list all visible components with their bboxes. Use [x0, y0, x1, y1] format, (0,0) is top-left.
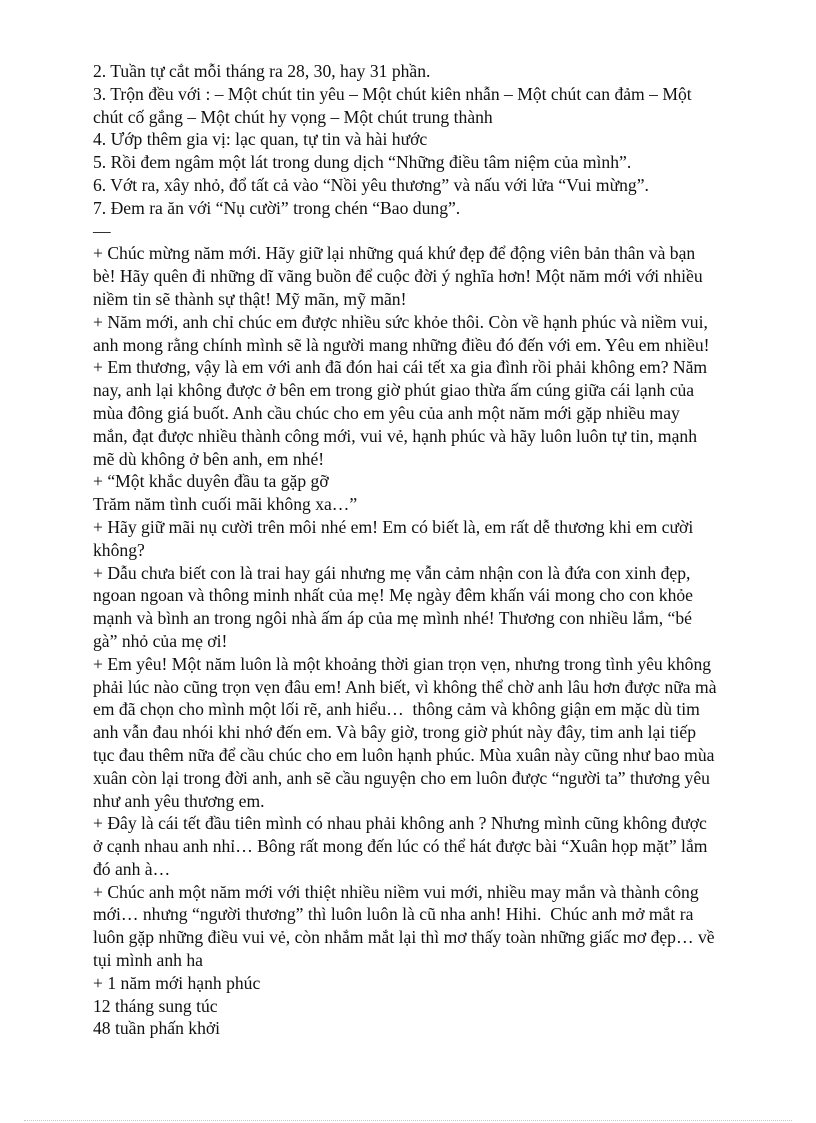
text-line: 7. Đem ra ăn với “Nụ cười” trong chén “Bao dung”. — [93, 197, 461, 218]
text-line: + Chúc anh một năm mới với thiệt nhiều niềm vui mới, nhiều may mắn và thành công — [93, 881, 699, 902]
text-line: nay, anh lại không được ở bên em trong giờ phút giao thừa ấm cúng giữa cái lạnh của — [93, 380, 695, 401]
text-line: gà” nhỏ của mẹ ơi! — [93, 630, 228, 651]
text-line: + Năm mới, anh chỉ chúc em được nhiều sức khỏe thôi. Còn về hạnh phúc và niềm vui, — [93, 311, 708, 332]
text-line: luôn gặp những điều vui vẻ, còn nhắm mắt lại thì mơ thấy toàn những giấc mơ đẹp… về — [93, 927, 715, 948]
text-line: chút cố gắng – Một chút hy vọng – Một chút trung thành — [93, 106, 493, 127]
text-line: 2. Tuần tự cắt mỗi tháng ra 28, 30, hay 31 phần. — [93, 61, 431, 81]
text-line: 12 tháng sung túc — [93, 995, 218, 1016]
text-line: xuân còn lại trong đời anh, anh sẽ cầu nguyện cho em luôn được “người ta” thương yêu — [93, 767, 710, 788]
text-line: 3. Trộn đều với : – Một chút tin yêu – Một chút kiên nhẫn – Một chút can đảm – Một — [93, 83, 692, 104]
text-line: + Đây là cái tết đầu tiên mình có nhau phải không anh ? Nhưng mình cũng không được — [93, 813, 707, 834]
text-line: 48 tuần phấn khởi — [93, 1018, 221, 1039]
text-line: anh vẫn đau nhói khi nhớ đến em. Và bây giờ, trong giờ phút này đây, tim anh lại tiếp — [93, 722, 697, 743]
text-line: + Em yêu! Một năm luôn là một khoảng thời gian trọn vẹn, nhưng trong tình yêu không — [93, 653, 712, 674]
text-line: niềm tin sẽ thành sự thật! Mỹ mãn, mỹ mãn! — [93, 288, 407, 309]
text-line: + Em thương, vậy là em với anh đã đón hai cái tết xa gia đình rồi phải không em? Năm — [93, 357, 708, 378]
text-line: tục đau thêm nữa để cầu chúc cho em luôn hạnh phúc. Mùa xuân này cũng như bao mùa — [93, 744, 715, 765]
text-line: 4. Ướp thêm gia vị: lạc quan, tự tin và hài hước — [93, 129, 428, 150]
text-line: anh mong rằng chính mình sẽ là người mang những điều đó đến với em. Yêu em nhiều! — [93, 334, 710, 355]
text-line: + Dẫu chưa biết con là trai hay gái nhưng mẹ vẫn cảm nhận con là đứa con xinh đẹp, — [93, 562, 691, 583]
text-line: mắn, đạt được nhiều thành công mới, vui vẻ, hạnh phúc và hãy luôn luôn tự tin, mạnh — [93, 425, 697, 446]
text-line: ngoan ngoan và thông minh nhất của mẹ! Mẹ ngày đêm khấn vái mong cho con khỏe — [93, 585, 693, 606]
text-line: ở cạnh nhau anh nhỉ… Bông rất mong đến lúc có thể hát được bài “Xuân họp mặt” lắm — [93, 836, 708, 857]
text-line: mạnh và bình an trong ngôi nhà ấm áp của mẹ mình nhé! Thương con nhiều lắm, “bé — [93, 608, 692, 629]
page-bottom-divider — [24, 1120, 792, 1121]
text-line: như anh yêu thương em. — [93, 790, 265, 811]
text-line: bè! Hãy quên đi những dĩ vãng buồn để cuộc đời ý nghĩa hơn! Một năm mới với nhiều — [93, 266, 703, 287]
text-line: + 1 năm mới hạnh phúc — [93, 972, 261, 993]
text-line: 5. Rồi đem ngâm một lát trong dung dịch “Những điều tâm niệm của mình”. — [93, 152, 632, 173]
text-line: — — [93, 220, 111, 241]
text-line: mẽ dù không ở bên anh, em nhé! — [93, 448, 325, 469]
text-line: phải lúc nào cũng trọn vẹn đâu em! Anh biết, vì không thể chờ anh lâu hơn được nữa mà — [93, 676, 717, 697]
text-line: 6. Vớt ra, xây nhỏ, đổ tất cả vào “Nồi yêu thương” và nấu với lửa “Vui mừng”. — [93, 174, 649, 195]
text-line: tụi mình anh ha — [93, 950, 203, 971]
document-body — [93, 60, 793, 1040]
text-line: mùa đông giá buốt. Anh cầu chúc cho em yêu của anh một năm mới gặp nhiều may — [93, 402, 680, 423]
text-line: mới… nhưng “người thương” thì luôn luôn là cũ nha anh! Hihi. Chúc anh mở mắt ra — [93, 904, 694, 925]
text-line: + Chúc mừng năm mới. Hãy giữ lại những quá khứ đẹp để động viên bản thân và bạn — [93, 243, 696, 264]
text-line: + Hãy giữ mãi nụ cười trên môi nhé em! Em có biết là, em rất dễ thương khi em cười — [93, 516, 694, 537]
text-line: không? — [93, 539, 145, 560]
text-line: đó anh à… — [93, 858, 171, 879]
text-line: Trăm năm tình cuối mãi không xa…” — [93, 494, 358, 515]
text-line: + “Một khắc duyên đầu ta gặp gỡ — [93, 471, 329, 492]
text-line: em đã chọn cho mình một lối rẽ, anh hiểu… thông cảm và không giận em mặc dù tim — [93, 699, 700, 720]
